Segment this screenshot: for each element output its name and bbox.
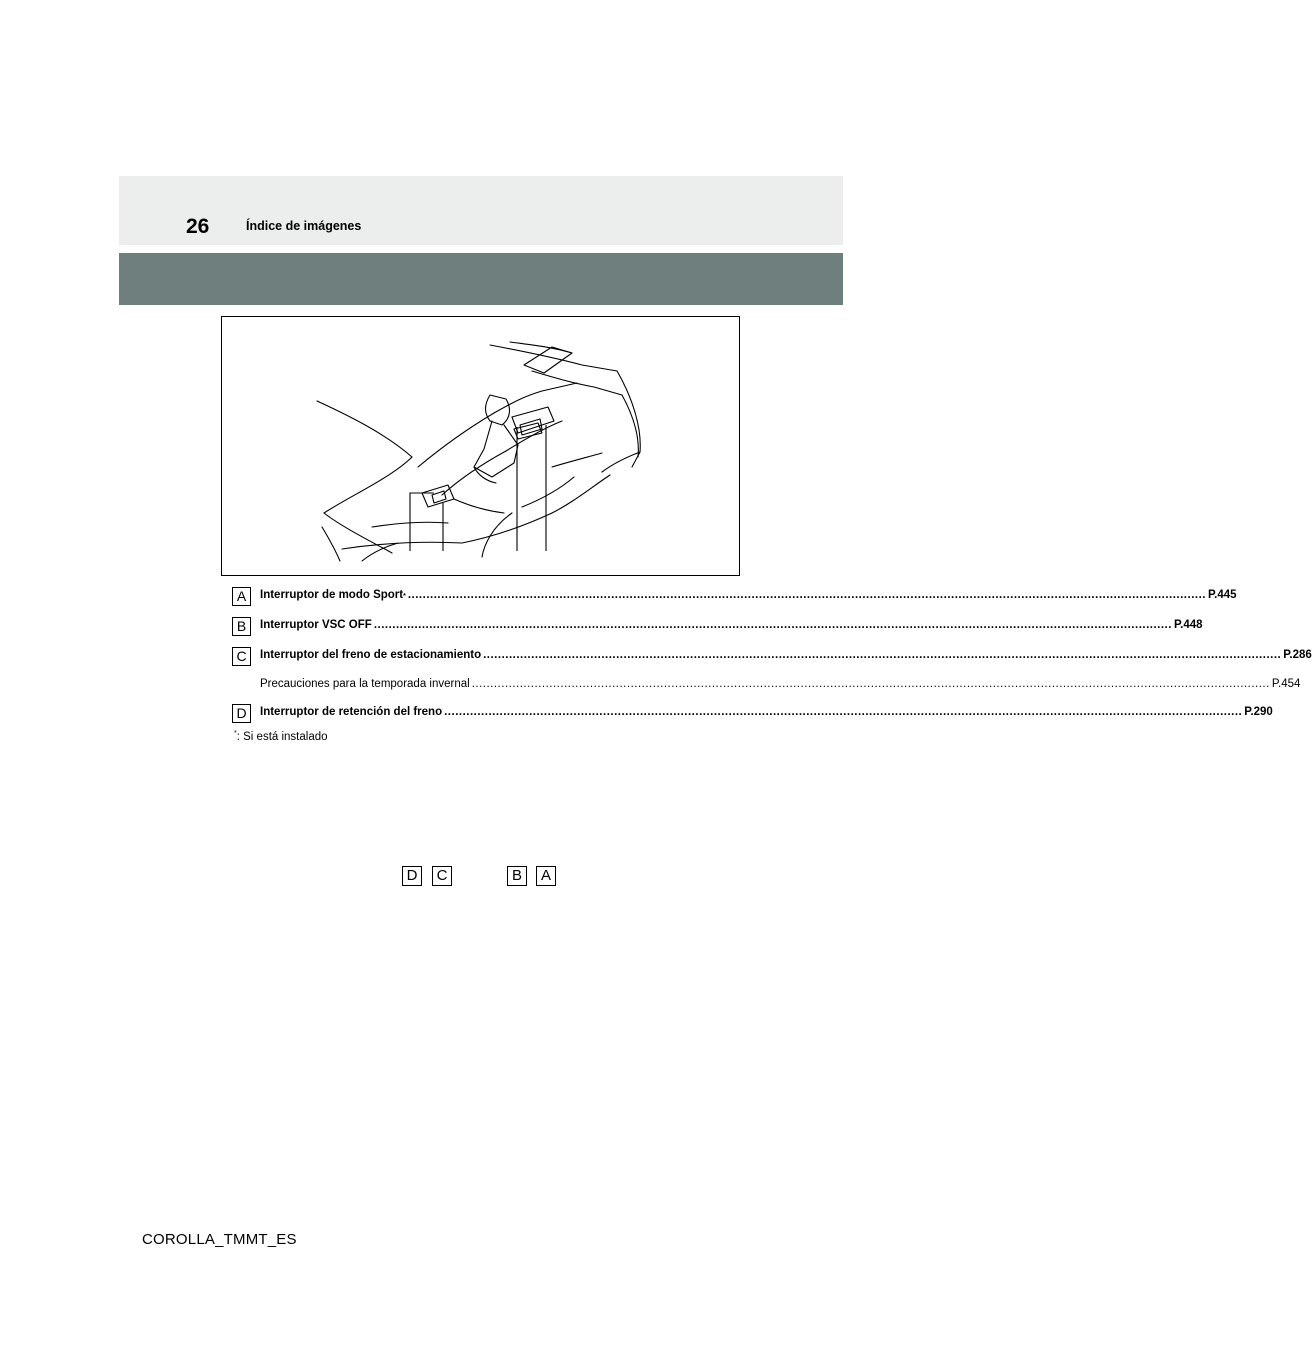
document-id: COROLLA_TMMT_ES — [142, 1231, 297, 1248]
callout-a: A — [536, 866, 556, 886]
footnote-mark: * — [403, 593, 406, 600]
entry-winter-precautions — [232, 676, 1301, 696]
leader-dots — [483, 649, 1281, 661]
entry-label: Interruptor de modo Sport — [260, 589, 404, 601]
entry-label: Interruptor del freno de estacionamiento — [260, 649, 482, 661]
console-drawing — [222, 317, 741, 577]
entry-label: Interruptor de retención del freno — [260, 706, 443, 718]
leader-dots — [408, 589, 1206, 601]
page-number: 26 — [186, 215, 210, 238]
header-bar — [119, 253, 843, 305]
entry-line — [260, 706, 1273, 718]
entry-line — [260, 619, 1203, 631]
entry-sport-mode — [232, 587, 1237, 607]
leader-dots — [444, 706, 1242, 718]
page-ref[interactable]: P.448 — [1173, 619, 1203, 631]
marker-a: A — [232, 587, 251, 606]
section-title: Índice de imágenes — [246, 219, 362, 233]
marker-d: D — [232, 704, 251, 723]
callout-b: B — [507, 866, 527, 886]
footnote-text: : Si está instalado — [236, 731, 328, 743]
entry-label: Precauciones para la temporada invernal — [260, 678, 470, 690]
entry-line — [260, 649, 1312, 661]
page-ref[interactable]: P.290 — [1244, 706, 1273, 718]
entry-line — [260, 589, 1237, 601]
leader-dots — [472, 678, 1270, 690]
callout-d: D — [402, 866, 422, 886]
footnote — [234, 730, 328, 743]
marker-b: B — [232, 617, 251, 636]
footnote-mark: * — [234, 730, 237, 737]
entry-parking-brake — [232, 647, 1312, 667]
callout-c: C — [432, 866, 452, 886]
leader-dots — [374, 619, 1172, 631]
entry-vsc-off — [232, 617, 1203, 637]
page-ref[interactable]: P.454 — [1271, 678, 1301, 690]
entry-brake-hold — [232, 704, 1273, 724]
header-band — [119, 176, 843, 245]
marker-c: C — [232, 647, 251, 666]
entry-label: Interruptor VSC OFF — [260, 619, 372, 631]
page-ref[interactable]: P.445 — [1207, 589, 1237, 601]
page-ref[interactable]: P.286 — [1283, 649, 1312, 661]
entry-line — [260, 678, 1301, 690]
